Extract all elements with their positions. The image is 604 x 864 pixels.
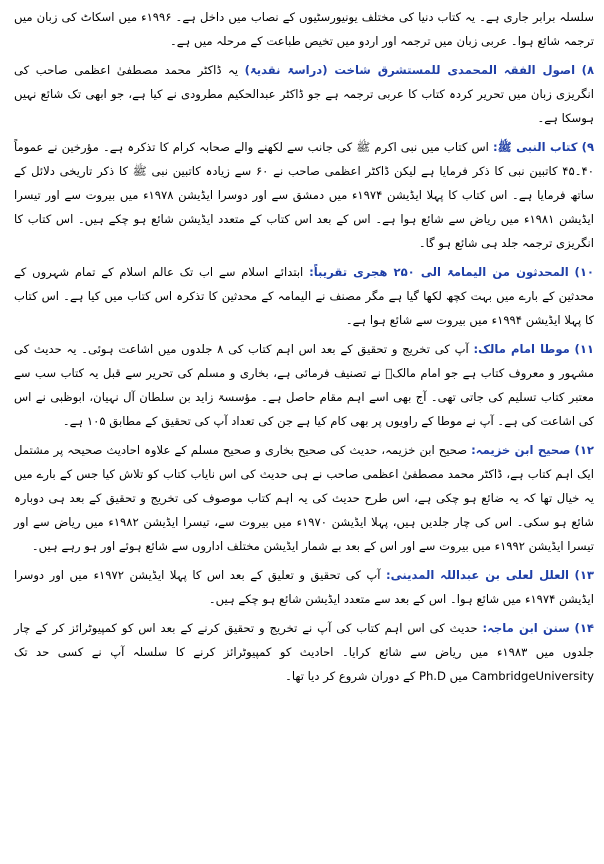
paragraph-text: حدیث کی اس اہم کتاب کی آپ نے تخریج و تحقیق کرنے کے بعد اس کو کمپیوٹرائز کر کے چار جلدوں میں ۱۹۸۳ء میں ریاض سے شائع کرایا۔ احادیث کو کمپیوٹرائز کرنے کا سلسلہ آپ نے کسی حد تک CambridgeUniversity میں Ph.D کے دوران شروع کر دیا تھا۔ [14,621,594,683]
item-number: ۱۳) [574,568,595,582]
book-title: کتاب النبی ﷺ: [492,140,578,154]
paragraph-text: اس کتاب میں نبی اکرم ﷺ کی جانب سے لکھنے والے صحابہ کرام کا تذکرہ ہے۔ مؤرخین نے عموماً ۴۰۔۴۵ کاتبین نبی کا ذکر فرمایا ہے لیکن ڈاکٹر اعظمی صاحب نے ۶۰ سے زیادہ کاتبین نبی ﷺ کا ذکر تاریخی دلائل کے ساتھ فرمایا ہے۔ اس کتاب کا پہلا ایڈیشن ۱۹۷۴ء میں دمشق سے اور دوسرا ایڈیشن ۱۹۷۸ء میں بیروت سے اور تیسرا ایڈیشن ۱۹۸۱ء میں ریاض سے شائع ہوا ہے۔ اس کے بعد اس کتاب کے متعدد ایڈیشن شائع ہو چکے ہیں۔ اس کتاب کا انگریزی ترجمہ جلد ہی شائع ہو گا۔ [14,140,595,250]
paragraph-8 [14,58,594,130]
paragraph-text: صحیح ابن خزیمہ، حدیث کی صحیح بخاری و صحیح مسلم کے علاوہ احادیث صحیحہ پر مشتمل ایک اہم کتاب ہے، ڈاکٹر محمد مصطفیٰ اعظمی صاحب نے ہی حدیث کی اس نایاب کتاب کو تلاش کیا جس کے بارے میں یہ خیال تھا کہ یہ ضائع ہو چکی ہے، اس طرح حدیث کی یہ اہم کتاب موصوف کی تخریج و تحقیق کے بعد ہی دوبارہ شائع ہو سکی۔ اس کی چار جلدیں ہیں، پہلا ایڈیشن ۱۹۷۰ء میں بیروت سے، تیسرا ایڈیشن ۱۹۸۲ء میں ریاض سے اور تیسرا ایڈیشن ۱۹۹۲ء میں بیروت سے اور اس کے بعد بے شمار ایڈیشن مختلف اداروں سے شائع ہوئے اور ہو رہے ہیں۔ [14,443,594,553]
paragraph-text: آپ کی تخریج و تحقیق کے بعد اس اہم کتاب کی ۸ جلدوں میں اشاعت ہوئی۔ یہ حدیث کی مشہور و معروف کتاب ہے جو امام مالکؒ نے تصنیف فرمائی ہے، بخاری و مسلم کی تحریر سے قبل یہ کتاب سب سے معتبر کتاب تسلیم کی جاتی تھی۔ آج بھی اسے اہم مقام حاصل ہے۔ مؤسسۃ زاید بن سلطان آل نہیان، ابوظبی نے اس کی اشاعت کی ہے۔ آپ نے موطا کے راویوں پر بھی کام کیا ہے جن کی تعداد آپ کی تحقیق کے مطابق ۱۰۵ ہے۔ [14,342,594,428]
paragraph-11 [14,337,594,433]
paragraph-text: ابتدائے اسلام سے اب تک عالم اسلام کے تمام شہروں کے محدثین کے بارے میں بہت کچھ لکھا گیا ہے مگر مصنف نے الیمامہ کے محدثین کا تذکرہ اس کتاب میں کیا ہے۔ اس کتاب کا پہلا ایڈیشن ۱۹۹۴ء میں بیروت سے شائع ہوا ہے۔ [14,265,594,327]
book-title: موطا امام مالک: [473,342,570,356]
book-title: صحیح ابن خزیمہ: [471,443,571,457]
paragraph-10 [14,260,594,332]
item-number: ۱۰) [574,265,595,279]
item-number: ۹) [581,140,595,154]
paragraph-text: آپ کی تحقیق و تعلیق کے بعد اس کا پہلا ایڈیشن ۱۹۷۲ء میں اور دوسرا ایڈیشن ۱۹۷۴ء میں شائع ہوا۔ اس کے بعد سے متعدد ایڈیشن شائع ہو چکے ہیں۔ [14,568,594,606]
item-number: ۸) [581,63,595,77]
paragraph-text: یہ ڈاکٹر محمد مصطفیٰ اعظمی صاحب کی انگریزی زبان میں تحریر کردہ کتاب کا عربی ترجمہ ہے جو ڈاکٹر عبدالحکیم مطرودی نے کیا ہے، جو ابھی تک شائع نہیں ہوسکا ہے۔ [14,63,594,125]
book-title: المحدثون من الیمامۃ الی ۲۵۰ ھجری تقریباً: [309,265,569,279]
paragraph-9 [14,135,594,255]
book-title: العلل لعلی بن عبداللہ المدینی: [386,568,570,582]
book-title: سنن ابن ماجہ: [482,621,570,635]
book-title: اصول الفقہ المحمدی للمستشرق شاخت (دراسۃ نقدیۃ) [244,63,576,77]
paragraph-13 [14,563,594,611]
paragraph-text: سلسلہ برابر جاری ہے۔ یہ کتاب دنیا کی مختلف یونیورسٹیوں کے نصاب میں داخل ہے۔ ۱۹۹۶ء میں اسکاٹ کی زبان میں ترجمہ شائع ہوا۔ عربی زبان میں ترجمہ اور اردو میں تخیص طباعت کے مرحلہ میں ہے۔ [14,10,594,48]
item-number: ۱۲) [574,443,594,457]
paragraph-12 [14,438,594,558]
item-number: ۱۴) [574,621,594,635]
item-number: ۱۱) [574,342,595,356]
paragraph-intro [14,5,594,53]
paragraph-14 [14,616,594,688]
